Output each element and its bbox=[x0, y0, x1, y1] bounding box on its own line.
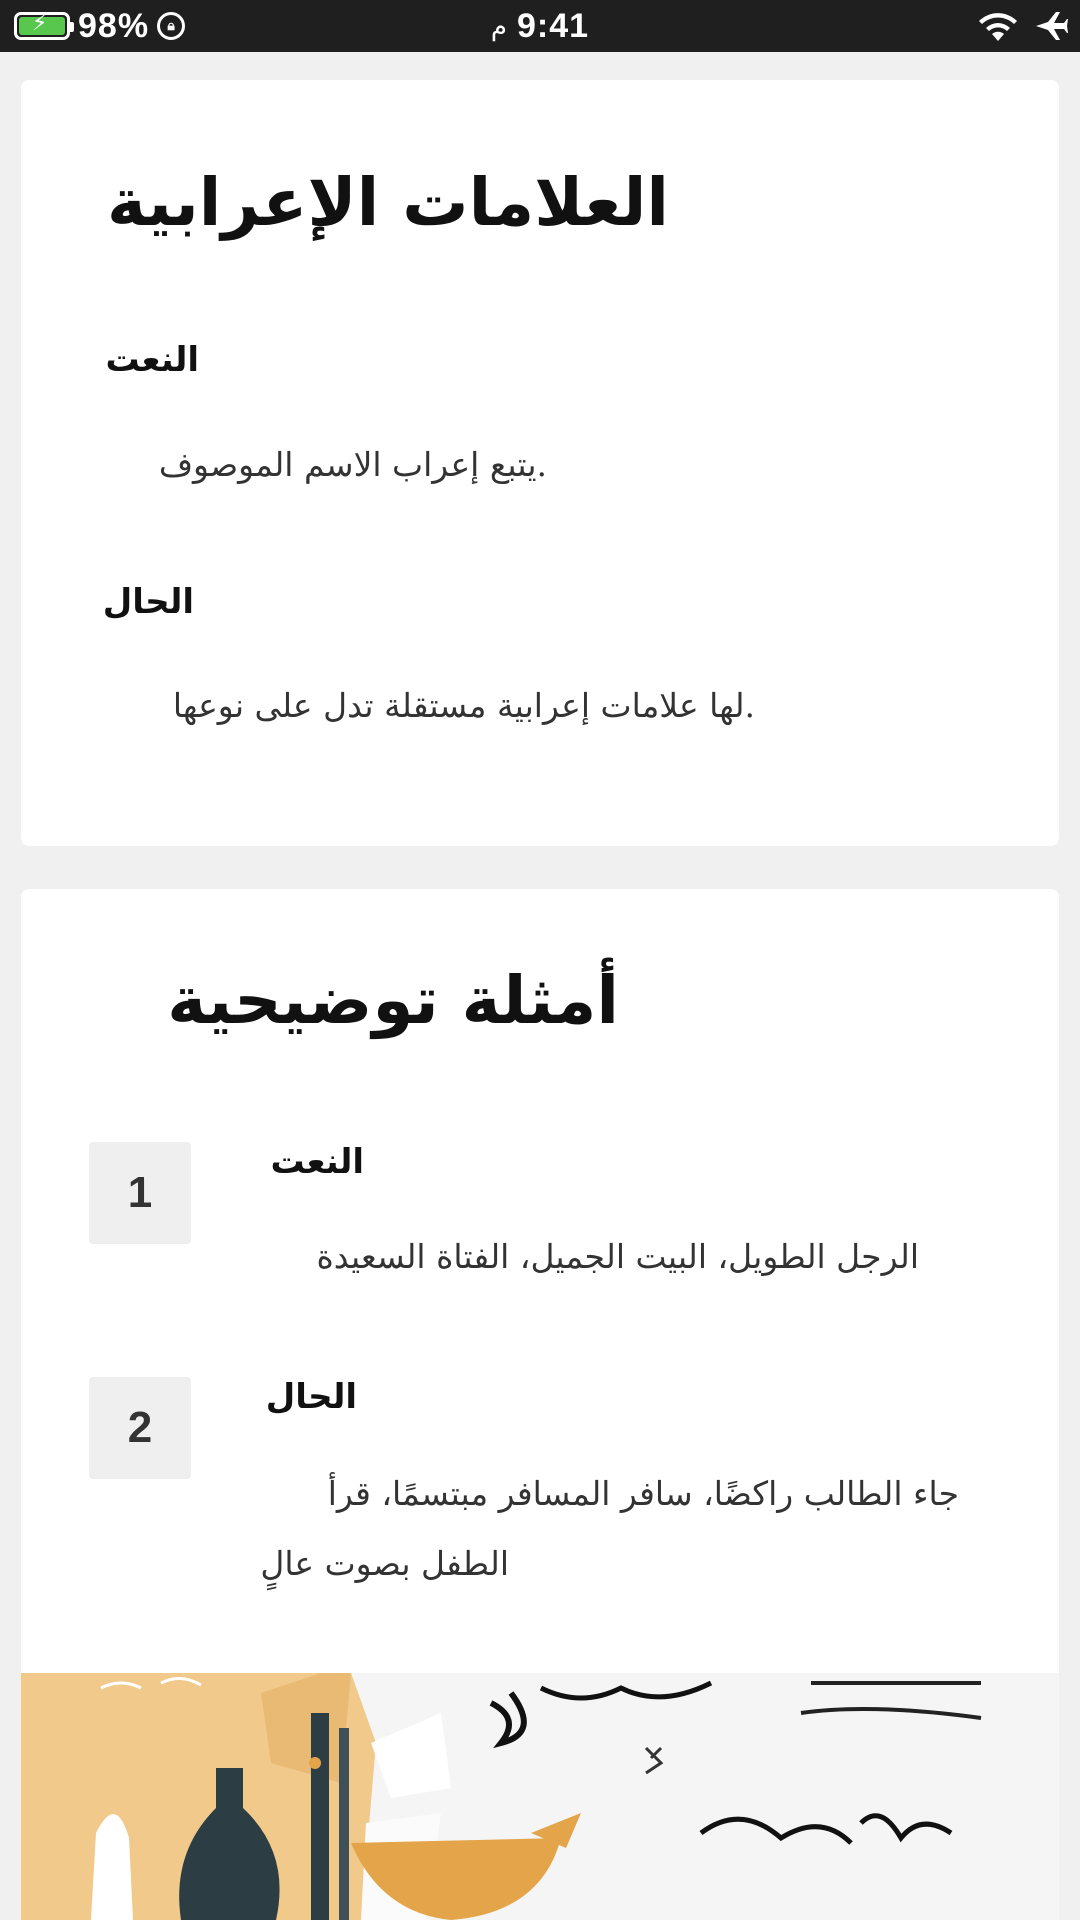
section-title: العلامات الإعرابية bbox=[107, 164, 669, 241]
time-suffix: م bbox=[490, 10, 508, 41]
example-text: الرجل الطويل، البيت الجميل، الفتاة السعيدة bbox=[316, 1237, 919, 1276]
example-number: 1 bbox=[89, 1142, 191, 1244]
example-heading: النعت bbox=[270, 1142, 364, 1182]
illustration-image bbox=[21, 1673, 1059, 1920]
wifi-icon bbox=[976, 9, 1020, 43]
status-time bbox=[0, 0, 1080, 52]
battery-charging-icon: ⚡ bbox=[14, 12, 70, 40]
rotation-lock-icon: 🔒︎ bbox=[157, 12, 185, 40]
battery-percent: 98% bbox=[78, 6, 150, 45]
examples-card bbox=[21, 889, 1059, 1920]
example-text-line1: جاء الطالب راكضًا، سافر المسافر مبتسمًا، قرأ bbox=[327, 1474, 959, 1513]
item-heading-naat: النعت bbox=[105, 340, 199, 380]
clock: 9:41 bbox=[517, 6, 590, 45]
status-right bbox=[976, 0, 1068, 52]
item-text-hal: .لها علامات إعرابية مستقلة تدل على نوعها bbox=[172, 686, 755, 725]
example-heading: الحال bbox=[265, 1377, 357, 1417]
airplane-icon bbox=[1034, 10, 1068, 42]
grammar-marks-card bbox=[21, 80, 1059, 846]
status-bar bbox=[0, 0, 1080, 52]
example-number: 2 bbox=[89, 1377, 191, 1479]
item-text-naat: .يتبع إعراب الاسم الموصوف bbox=[158, 445, 547, 484]
example-text-line2: الطفل بصوت عالٍ bbox=[260, 1544, 509, 1583]
section-title: أمثلة توضيحية bbox=[167, 962, 619, 1039]
item-heading-hal: الحال bbox=[102, 582, 194, 622]
calligraphy-illustration bbox=[21, 1673, 1059, 1920]
